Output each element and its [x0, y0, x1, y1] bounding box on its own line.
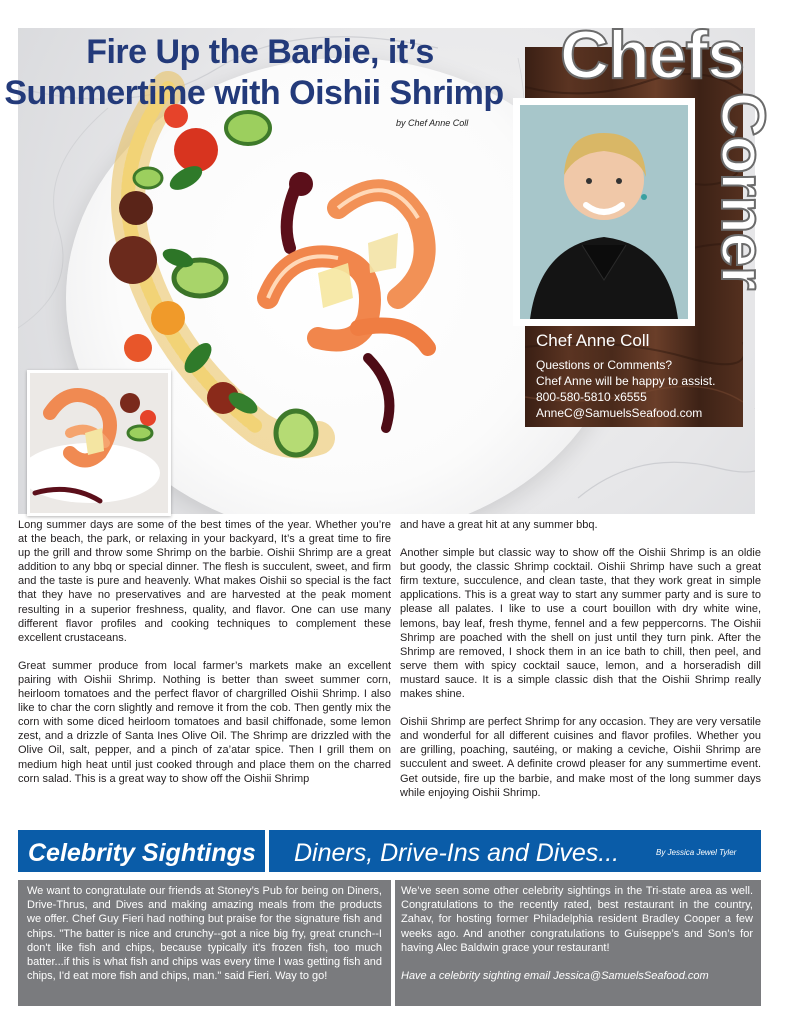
celebrity-contact[interactable]: Have a celebrity sighting email Jessica@SamuelsSeafood.com	[401, 970, 709, 983]
article-byline: by Chef Anne Coll	[396, 118, 469, 128]
chef-info-questions: Questions or Comments?	[536, 358, 673, 372]
article-paragraph: Oishii Shrimp are perfect Shrimp for any occasion. They are very versatile and wonderful for all different cuisines and flavor profiles. Whether you are grilling, poaching, sautéing, or making a ceviche, Oishii Shrimp are succulent and sweet. A definite crowd pleaser for any summertime event. Get outside, fire up the barbie, and make most of the long summer days while enjoying Oishii Shrimp.	[400, 716, 761, 799]
article-paragraph: Great summer produce from local farmer’s markets make an excellent pairing with Oishii Shrimp. Nothing is better than sweet summer corn, heirloom tomatoes and the perfect flavor of chargrilled Oishii Shrimp. I also like to char the corn slightly and remove it from the cob. Then gently mix the corn with some diced heirloom tomatoes and basil chiffonade, some lemon zest, and a drizzle of Santa Ines Olive Oil. The Shrimp are drizzled with the Olive Oil, salt, pepper, and a pinch of za’atar spice. Then I grill them on medium high heat until just cooked through and place them on the charred corn salad. This is a great way to show off the Oishii Shrimp	[18, 659, 391, 785]
banner-divider	[265, 830, 269, 872]
celebrity-byline: By Jessica Jewel Tyler	[656, 848, 737, 857]
article-title-line1: Fire Up the Barbie, it’s	[86, 33, 434, 71]
chef-portrait-illustration	[520, 105, 688, 319]
celebrity-text-left	[27, 884, 382, 997]
article-paragraph: Long summer days are some of the best times of the year. Whether you’re at the beach, the park, or relaxing in your backyard, It’s a great time to fire up the grill and throw some Shrimp on the barbie. Oishii Shrimp are a great addition to any bbq or special dinner. The flesh is succulent, sweet, and firm and the taste is pure and heavenly. What makes Oishii so special is the fact that they have no preservatives and are harvested at the peak moment resulting in a superior freshness, quality, and flavor. One can use many different flavor profiles and cooking techniques to complement these excellent crustaceans.	[18, 519, 391, 644]
article-title-line2: Summertime with Oishii Shrimp	[4, 74, 504, 112]
celebrity-subheading: Diners, Drive-Ins and Dives...	[294, 839, 620, 867]
inset-shrimp-cocktail-photo	[27, 370, 171, 516]
celebrity-text-right	[401, 884, 753, 997]
chef-contact-info	[536, 357, 715, 421]
chef-phone[interactable]: 800-580-5810 x6555	[536, 390, 647, 404]
shrimp-cocktail-illustration	[30, 373, 168, 513]
corner-heading: Corner	[708, 92, 777, 290]
chef-portrait	[520, 105, 688, 319]
article-paragraph: and have a great hit at any summer bbq.	[400, 519, 598, 531]
article-paragraph: Another simple but classic way to show off the Oishii Shrimp is an oldie but goody, the classic Shrimp cocktail. Oishii Shrimp have such a great firm texture, succulence, and clean taste, that they work great in simple applications. This is a great way to start any summer party and is sure to please all palates. I like to use a court bouillon with dry white wine, lemons, bay leaf, fresh thyme, fennel and a few peppercorns. The Oishii Shrimp are poached with the shell on just until they turn pink. After the Shrimp are removed, I shock them in an ice bath to chill, then peel, and serve them with spicy cocktail sauce, lemon, and a horseradish dill mustard sauce. It is a simple classic dish that the Oishii Shrimp really makes shine.	[400, 547, 761, 701]
celebrity-sightings-heading: Celebrity Sightings	[28, 839, 256, 867]
celebrity-paragraph: We want to congratulate our friends at Stoney’s Pub for being on Diners, Drive-Thrus, and Dives and making amazing meals from the products we offer. Chef Guy Fieri had nothing but praise for the signature fish and chips. "The batter is nice and crunchy--got a nice big fry, great crunch--I don't like fish and chips, because typically it's frozen fish, too much batter...if this is what fish and chips was every time I was getting fish and chips, I'd eat more fish and chips, man." said Fieri. Way to go!	[27, 885, 382, 983]
article-column-2	[400, 518, 761, 814]
chef-info-assist: Chef Anne will be happy to assist.	[536, 374, 716, 388]
chefs-heading: Chefs	[560, 17, 744, 93]
chef-name: Chef Anne Coll	[536, 331, 650, 350]
celebrity-paragraph: We’ve seen some other celebrity sightings in the Tri-state area as well. Congratulations to the recently rated, best restaurant in the country, Zahav, for hosting former Philadelphia resident Bradley Cooper a few weeks ago. And another congratulations to Guiseppe’s and Son’s for having Alec Baldwin grace your restaurant!	[401, 885, 753, 954]
chef-email[interactable]: AnneC@SamuelsSeafood.com	[536, 406, 703, 420]
article-column-1	[18, 518, 391, 800]
